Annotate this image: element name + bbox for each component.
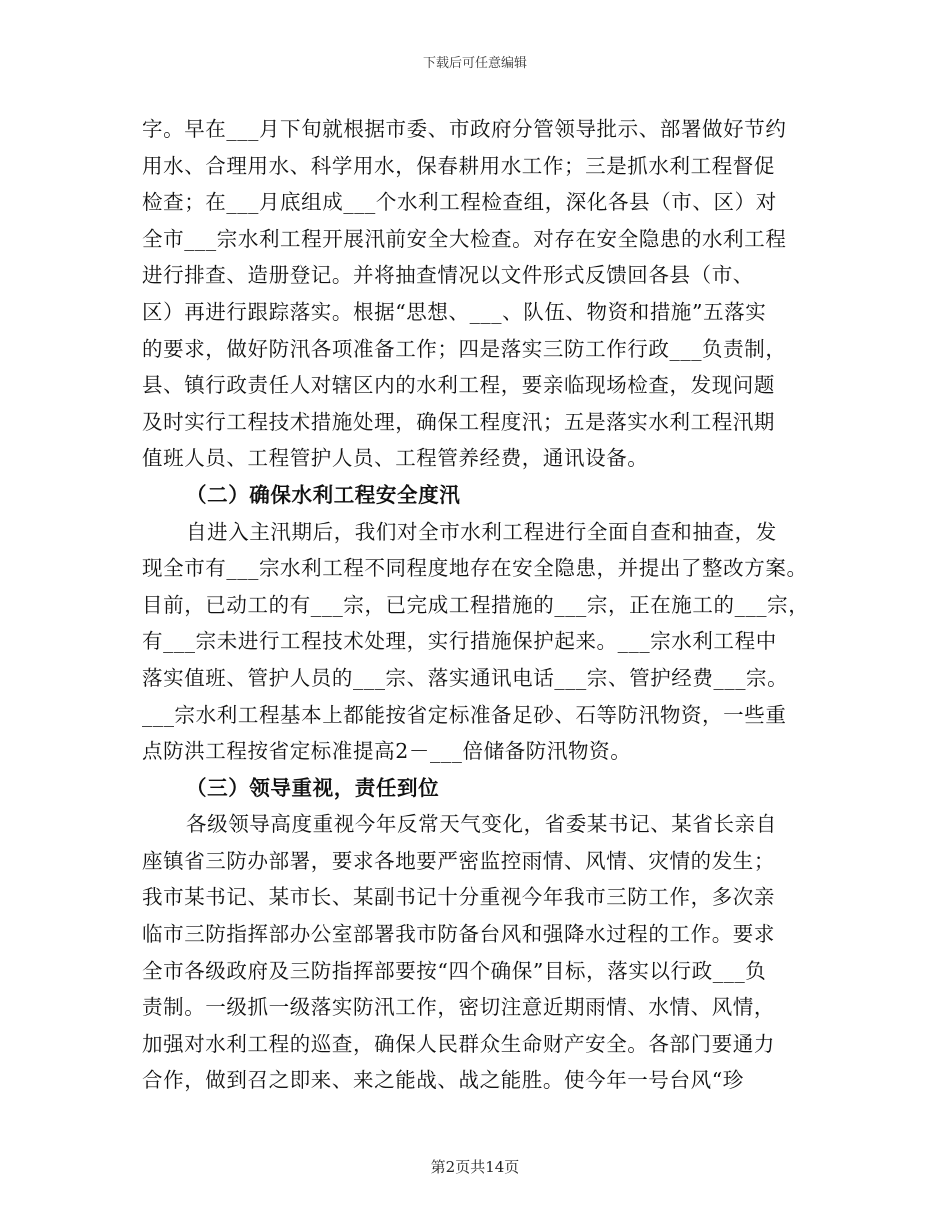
- section-heading: （二）确保水利工程安全度汛: [186, 482, 461, 507]
- paragraph-line: 全市各级政府及三防指挥部要按“四个确保”目标，落实以行政___负: [142, 958, 767, 983]
- paragraph-line: 有___宗未进行工程技术处理，实行措施保护起来。___宗水利工程中: [142, 629, 777, 654]
- document-body: [142, 111, 822, 1099]
- paragraph-line: ___宗水利工程基本上都能按省定标准备足砂、石等防汛物资，一些重: [142, 702, 787, 727]
- paragraph-line: 现全市有___宗水利工程不同程度地存在安全隐患，并提出了整改方案。: [142, 556, 808, 581]
- paragraph-line: 目前，已动工的有___宗，已完成工程措施的___宗，正在施工的___宗，: [142, 592, 810, 617]
- paragraph-line: 临市三防指挥部办公室部署我市防备台风和强降水过程的工作。要求: [142, 922, 775, 947]
- page-header: 下载后可任意编辑: [422, 56, 527, 71]
- paragraph-line: 检查；在___月底组成___个水利工程检查组，深化各县（市、区）对: [142, 190, 777, 215]
- paragraph-line: 进行排查、造册登记。并将抽查情况以文件形式反馈回各县（市、: [142, 263, 754, 288]
- paragraph-line: 区）再进行跟踪落实。根据“思想、___、队伍、物资和措施”五落实: [142, 299, 767, 324]
- paragraph-line: 全市___宗水利工程开展汛前安全大检查。对存在安全隐患的水利工程: [142, 226, 787, 251]
- paragraph-line: 落实值班、管护人员的___宗、落实通讯电话___宗、管护经费___宗。: [142, 665, 789, 690]
- paragraph-line: 字。早在___月下旬就根据市委、市政府分管领导批示、部署做好节约: [142, 117, 787, 141]
- paragraph-line: 责制。一级抓一级落实防汛工作，密切注意近期雨情、水情、风情，: [142, 995, 775, 1020]
- paragraph-line: 加强对水利工程的巡查，确保人民群众生命财产安全。各部门要通力: [142, 1031, 775, 1056]
- page-footer: 第2页共14页: [430, 1158, 520, 1176]
- paragraph-line: 座镇省三防办部署，要求各地要严密监控雨情、风情、灾情的发生；: [142, 848, 775, 873]
- paragraph-line: 用水、合理用水、科学用水，保春耕用水工作；三是抓水利工程督促: [142, 153, 775, 178]
- paragraph-line: 的要求，做好防汛各项准备工作；四是落实三防工作行政___负责制，: [142, 336, 787, 361]
- paragraph-line: 自进入主汛期后，我们对全市水利工程进行全面自查和抽查，发: [186, 519, 777, 544]
- paragraph-line: 县、镇行政责任人对辖区内的水利工程，要亲临现场检查，发现问题: [142, 373, 775, 398]
- paragraph-line: 各级领导高度重视今年反常天气变化，省委某书记、某省长亲自: [186, 812, 777, 837]
- paragraph-line: 点防洪工程按省定标准提高2－___倍储备防汛物资。: [142, 739, 632, 764]
- paragraph-line: 值班人员、工程管护人员、工程管养经费，通讯设备。: [142, 446, 649, 471]
- section-heading: （三）领导重视，责任到位: [186, 775, 440, 800]
- paragraph-line: 及时实行工程技术措施处理，确保工程度汛；五是落实水利工程汛期: [142, 409, 775, 434]
- paragraph-line: 合作，做到召之即来、来之能战、战之能胜。使今年一号台风“珍: [142, 1068, 744, 1093]
- paragraph-line: 我市某书记、某市长、某副书记十分重视今年我市三防工作，多次亲: [142, 885, 775, 910]
